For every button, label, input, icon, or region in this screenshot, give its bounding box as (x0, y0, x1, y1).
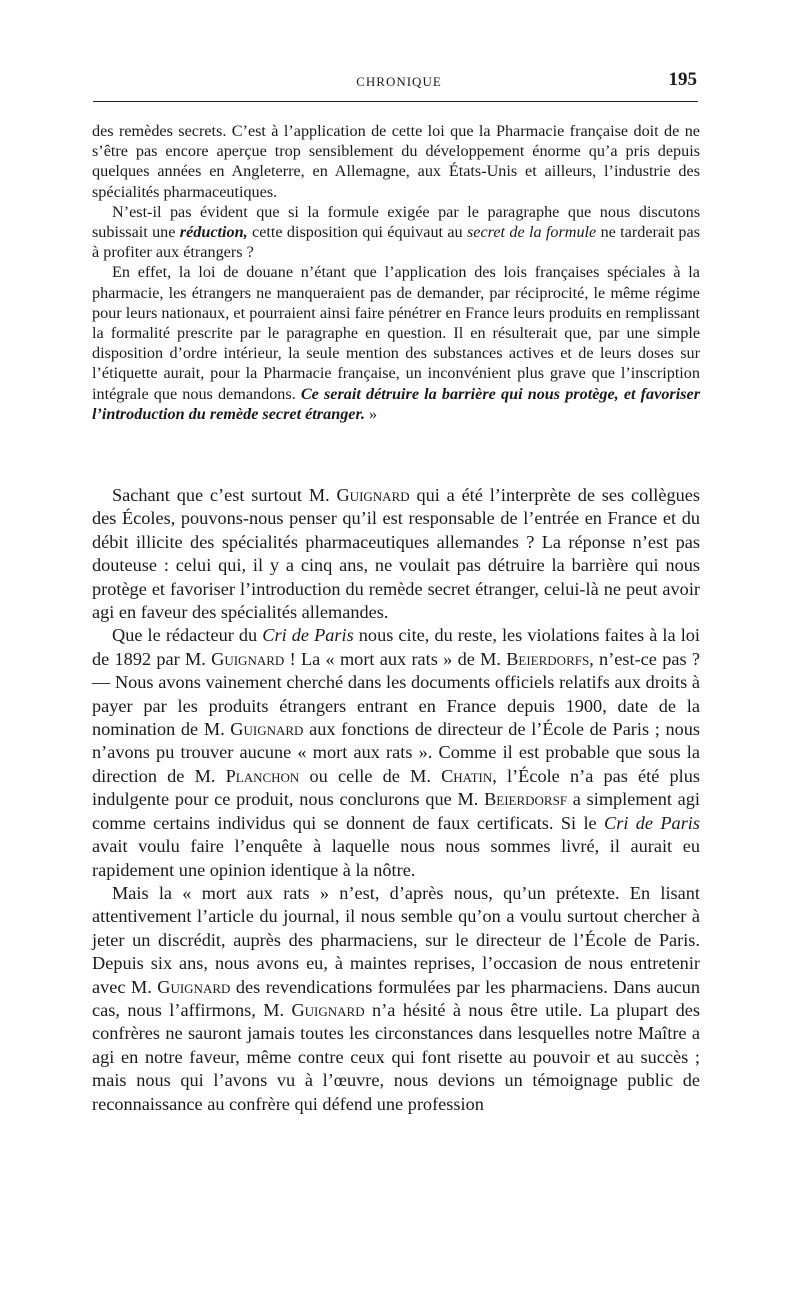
text-run: Mais la « mort aux rats » n’est, d’après nous, qu’un prétexte. En lisant attentivement l’article du journal, il nous semble qu’on a voulu surtout chercher à jeter un discrédit, auprès des pharmaciens, sur le directeur de l’École de Paris. Depuis six ans, nous avons eu, à maintes reprises, l’occasion de nous entretenir avec M. (92, 882, 700, 997)
text-run: » (364, 404, 378, 423)
body-paragraph-1 (92, 484, 700, 624)
running-title: CHRONIQUE (356, 74, 442, 89)
text-run: aux fonctions de directeur de l’École de Paris ; nous n’avons pu trouver aucune « mort aux rats ». Comme il est probable que sous la direction de M. (92, 719, 700, 786)
person-name: Guignard (157, 976, 231, 997)
page-number: 195 (668, 69, 697, 90)
publication-title: Cri de Paris (262, 625, 354, 646)
person-name: Guignard (211, 648, 285, 669)
text-run: En effet, la loi de douane n’étant que l’application des lois françaises spéciales à la pharmacie, les étrangers ne manqueraient pas de demander, par réciprocité, le même régime pour leurs nationaux, et pourraient ainsi faire pénétrer en France leurs produits en remplissant la formalité prescrite par le paragraphe en question. Il en résulterait que, par une simple disposition d’ordre intérieur, la seule mention des substances actives et de leurs doses sur l’étiquette aurait, pour la Pharmacie française, un inconvénient plus grave que l’inscription intégrale que nous demandons. (92, 263, 700, 403)
emphasis: secret de la formule (466, 223, 597, 242)
text-run: , n’est-ce pas ? — Nous avons vainement cherché dans les documents officiels relatifs aux droits à payer par les produits étrangers entrant en France depuis 1900, date de la nomination de M. (92, 648, 700, 740)
person-name: Chatin (441, 765, 493, 786)
person-name: Beierdorfs (506, 648, 590, 669)
text-run: Sachant que c’est surtout M. (112, 485, 337, 505)
text-run: a simplement agi comme certains individus qui se donnent de faux certificats. Si le (92, 789, 700, 833)
text-run: cette disposition qui équivaut au (247, 223, 467, 242)
text-run: nous cite, du reste, les violations faites à la loi de 1892 par M. (92, 625, 700, 669)
publication-title: Cri de Paris (604, 812, 700, 833)
text-run: Que le rédacteur du (112, 625, 263, 646)
text-run: qui a été l’interprète de ses collègues des Écoles, pouvons-nous penser qu’il est responsable de l’entrée en France et du débit illicite des spécialités pharmaceutiques allemandes ? La réponse n’est pas douteuse : celui qui, il y a cinq ans, ne voulait pas détruire la barrière qui nous protège et favoriser l’introduction du remède secret étranger, celui-là ne peut avoir agi en faveur des spécialités allemandes. (92, 485, 700, 623)
text-run: ou celle de M. (299, 765, 442, 786)
body-paragraph-3 (92, 882, 700, 1116)
emphasis: réduction, (179, 223, 248, 242)
page-header (93, 64, 705, 94)
body-text (92, 484, 700, 1116)
person-name: Guignard (336, 485, 410, 505)
body-paragraph-2 (92, 624, 700, 881)
person-name: Guignard (291, 999, 365, 1020)
person-name: Guignard (230, 719, 304, 740)
header-rule (93, 101, 698, 102)
emphasis: Ce serait détruire la barrière qui nous protège, et favoriser l’introduction du remède secret étranger. (92, 384, 700, 423)
text-run: n’a hésité à nous être utile. La plupart des confrères ne sauront jamais toutes les circonstances dans lesquelles notre Maître a agi en notre faveur, même contre ceux qui font risette au pouvoir et au succès ; mais nous qui l’avons vu à l’œuvre, nous devions un témoignage public de reconnaissance au confrère qui défend une profession (92, 999, 700, 1114)
quote-paragraph-2 (92, 202, 700, 263)
person-name: Beierdorsf (484, 789, 568, 810)
quoted-passage (92, 121, 700, 424)
text-run: avait voulu faire l’enquête à laquelle nous nous sommes livré, il aurait eu rapidement une opinion identique à la nôtre. (92, 836, 700, 880)
text-run: ne tarderait pas à profiter aux étrangers ? (92, 223, 701, 262)
person-name: Planchon (225, 765, 300, 786)
text-run: des remèdes secrets. C’est à l’application de cette loi que la Pharmacie française doit de ne s’être pas encore aperçue trop sensiblement du développement énorme qu’a pris depuis quelques années en Angleterre, en Allemagne, aux États-Unis et ailleurs, l’industrie des spécialités pharmaceutiques. (92, 122, 700, 201)
quote-paragraph-3 (92, 262, 700, 424)
text-run: ! La « mort aux rats » de M. (284, 648, 507, 669)
text-run: des revendications formulées par les pharmaciens. Dans aucun cas, nous l’affirmons, M. (92, 976, 701, 1020)
text-run: , l’École n’a pas été plus indulgente pour ce produit, nous conclurons que M. (92, 765, 700, 810)
quote-paragraph-1 (92, 121, 700, 202)
text-run: N’est-il pas évident que si la formule exigée par le paragraphe que nous discutons subissait une (92, 202, 700, 242)
